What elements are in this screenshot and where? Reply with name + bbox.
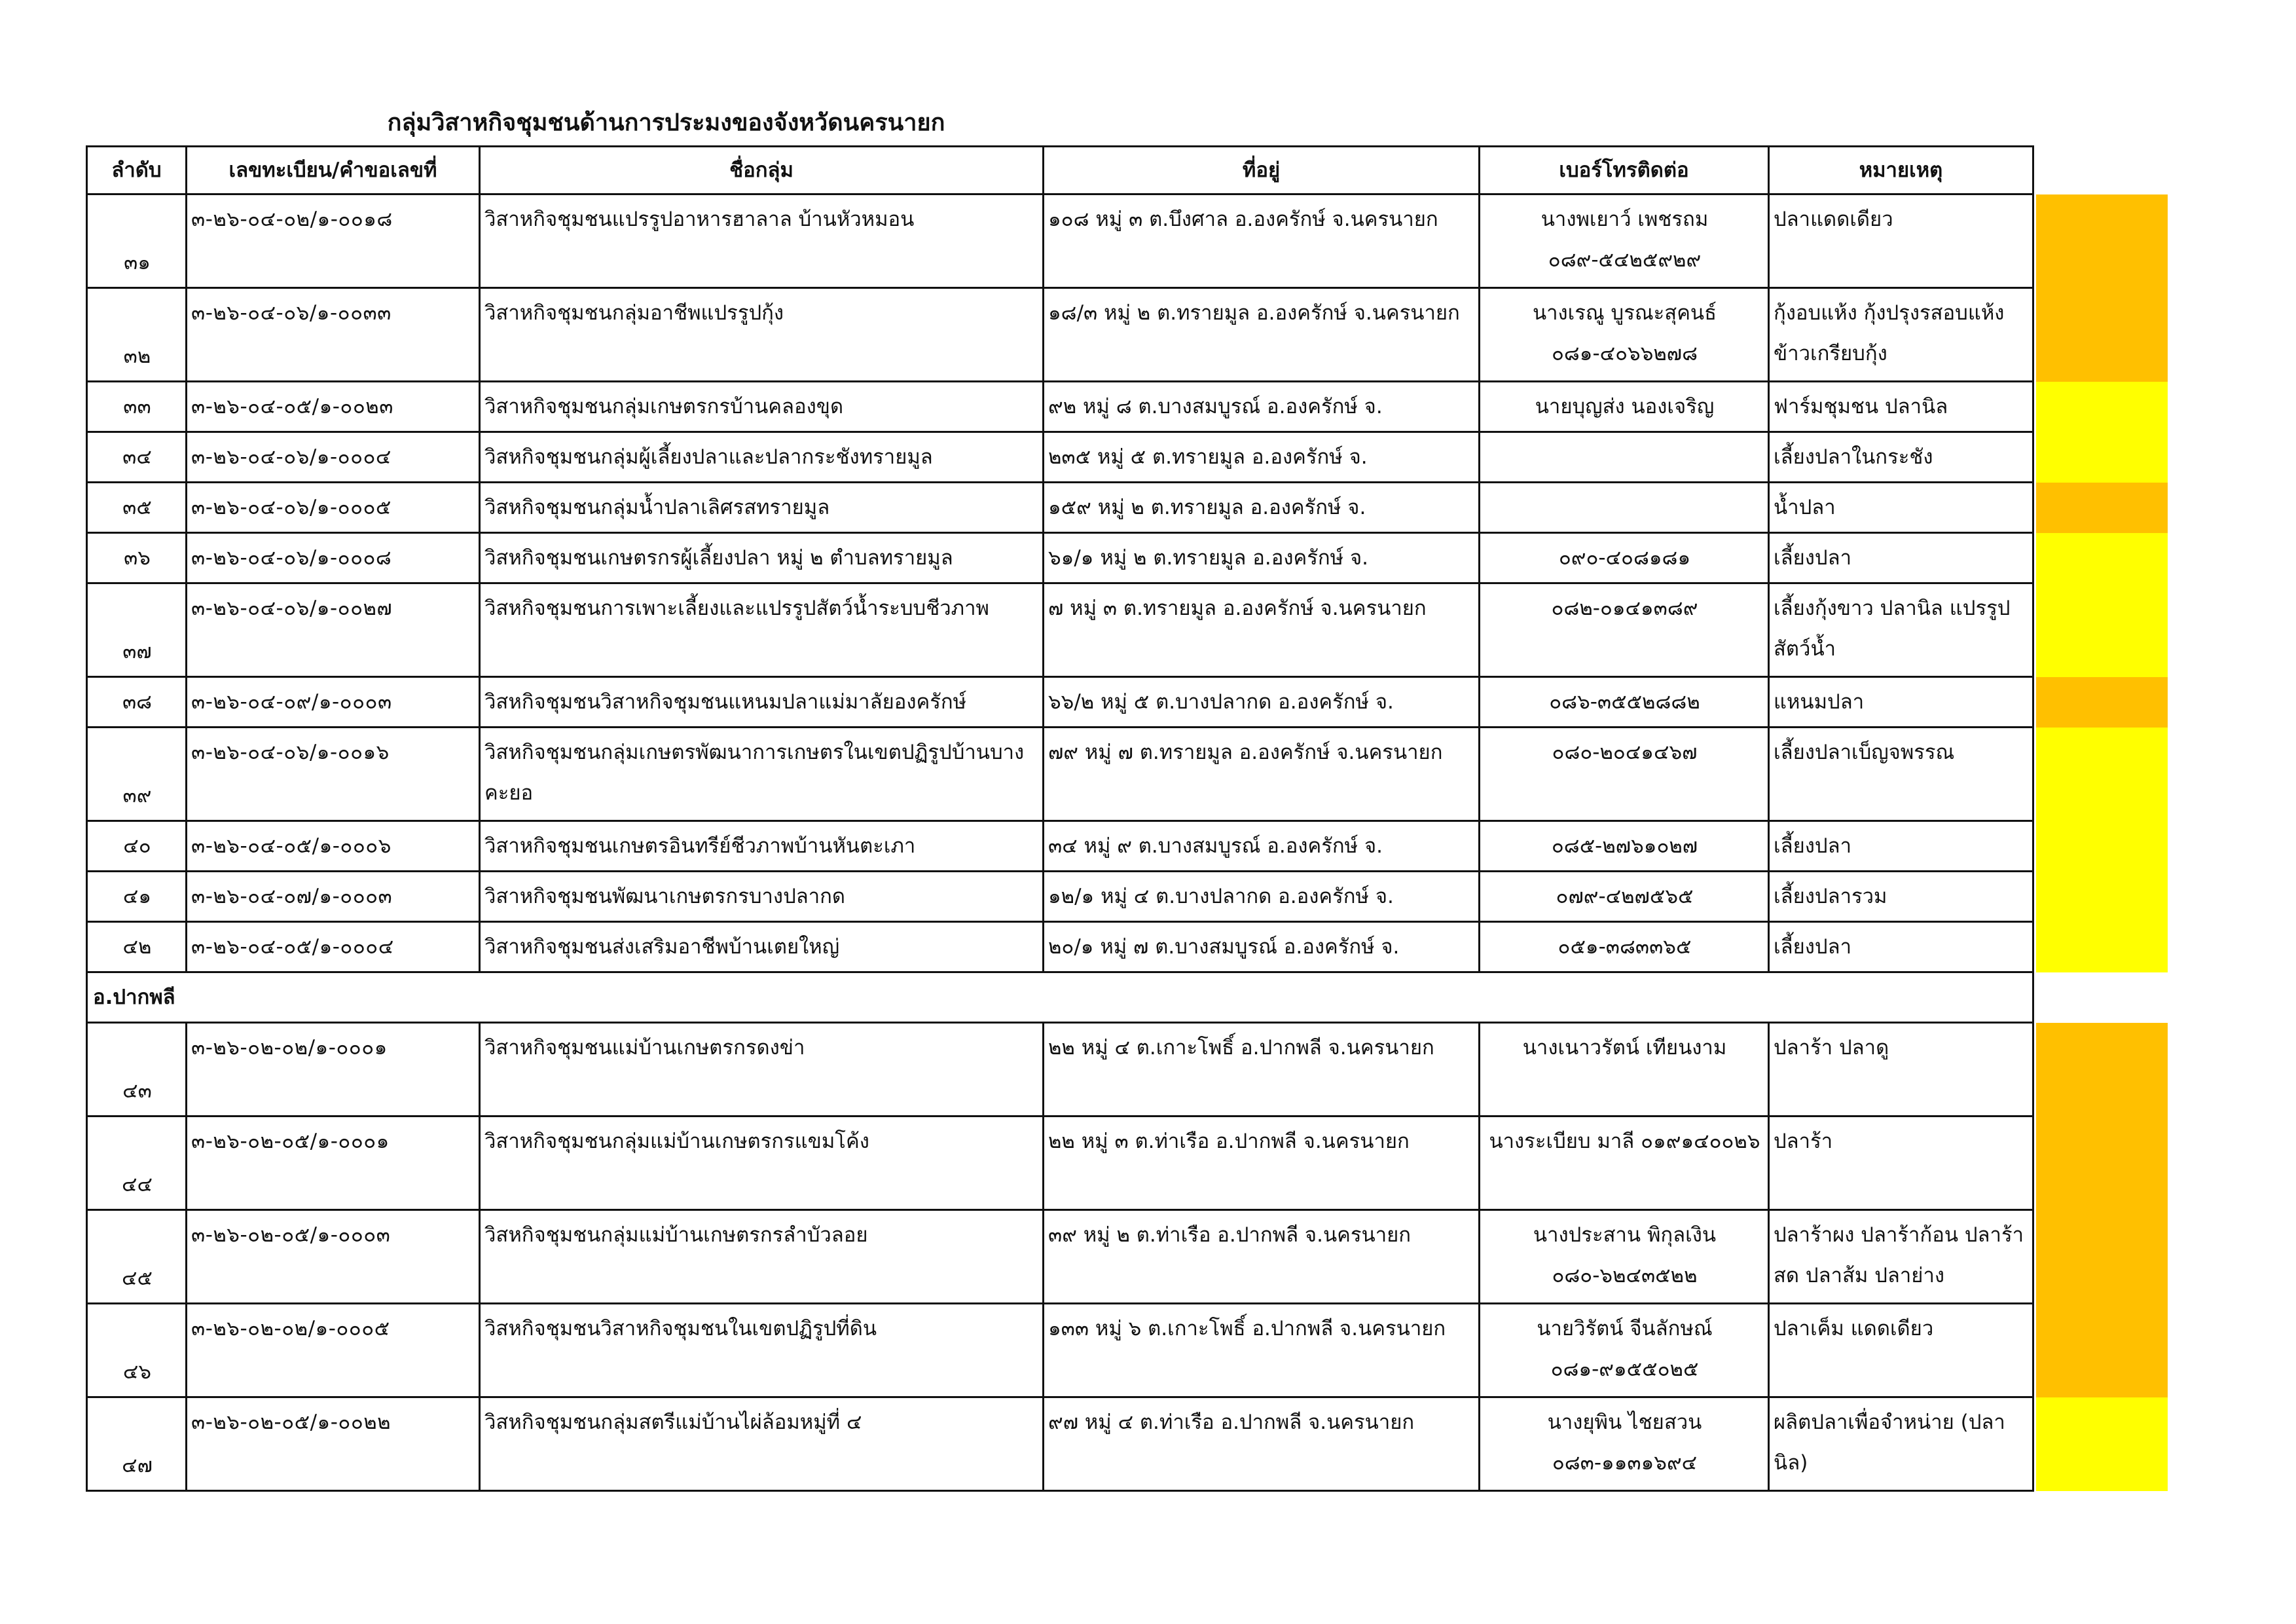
- fishery-groups-table: [86, 145, 2034, 1492]
- cell-number: ๓๖: [87, 533, 187, 583]
- cell-contact: นางเนาวรัตน์ เทียนงาม: [1480, 1023, 1769, 1116]
- cell-address: ๒๓๕ หมู่ ๕ ต.ทรายมูล อ.องครักษ์ จ.: [1044, 432, 1480, 483]
- cell-note: ผลิตปลาเพื่อจำหน่าย (ปลานิล): [1769, 1397, 2033, 1491]
- cell-registration: ๓-๒๖-๐๒-๐๒/๑-๐๐๐๕: [187, 1304, 480, 1397]
- highlight-band-orange: [2036, 1116, 2168, 1210]
- cell-address: ๒๒ หมู่ ๔ ต.เกาะโพธิ์ อ.ปากพลี จ.นครนายก: [1044, 1023, 1480, 1116]
- table-row: [87, 872, 2033, 922]
- highlight-band-yellow: [2036, 821, 2168, 872]
- cell-group-name: วิสาหกิจชุมชนแม่บ้านเกษตรกรดงข่า: [480, 1023, 1044, 1116]
- section-label: อ.ปากพลี: [87, 972, 2033, 1023]
- cell-number: ๓๕: [87, 483, 187, 533]
- cell-registration: ๓-๒๖-๐๔-๐๕/๑-๐๐๐๖: [187, 821, 480, 872]
- table-container: [86, 145, 2034, 1492]
- cell-number: ๔๐: [87, 821, 187, 872]
- cell-address: ๓๔ หมู่ ๙ ต.บางสมบูรณ์ อ.องครักษ์ จ.: [1044, 821, 1480, 872]
- table-row: [87, 483, 2033, 533]
- cell-note: น้ำปลา: [1769, 483, 2033, 533]
- section-row: [87, 972, 2033, 1023]
- cell-note: เลี้ยงปลาในกระชัง: [1769, 432, 2033, 483]
- cell-number: ๓๑: [87, 194, 187, 288]
- cell-contact: ๐๘๕-๒๗๖๑๐๒๗: [1480, 821, 1769, 872]
- cell-address: ๗๙ หมู่ ๗ ต.ทรายมูล อ.องครักษ์ จ.นครนายก: [1044, 728, 1480, 821]
- highlight-bands: [2036, 0, 2168, 1624]
- table-row: [87, 533, 2033, 583]
- cell-group-name: วิสหกิจชุมชนการเพาะเลี้ยงและแปรรูปสัตว์น้ำระบบชีวภาพ: [480, 583, 1044, 677]
- highlight-band-yellow: [2036, 533, 2168, 583]
- cell-address: ๑๕๙ หมู่ ๒ ต.ทรายมูล อ.องครักษ์ จ.: [1044, 483, 1480, 533]
- cell-note: ปลาร้า: [1769, 1116, 2033, 1210]
- table-row: [87, 1116, 2033, 1210]
- cell-contact: ๐๘๖-๓๕๕๒๘๘๒: [1480, 677, 1769, 728]
- cell-registration: ๓-๒๖-๐๔-๐๖/๑-๐๐๒๗: [187, 583, 480, 677]
- cell-contact: [1480, 432, 1769, 483]
- cell-contact: นายบุญส่ง นองเจริญ: [1480, 382, 1769, 432]
- cell-number: ๓๓: [87, 382, 187, 432]
- cell-group-name: วิสาหกิจชุมชนกลุ่มเกษตรกรบ้านคลองขุด: [480, 382, 1044, 432]
- highlight-band-orange: [2036, 1023, 2168, 1116]
- cell-address: ๑๓๓ หมู่ ๖ ต.เกาะโพธิ์ อ.ปากพลี จ.นครนายก: [1044, 1304, 1480, 1397]
- highlight-band-orange: [2036, 194, 2168, 288]
- cell-address: ๖๖/๒ หมู่ ๕ ต.บางปลากด อ.องครักษ์ จ.: [1044, 677, 1480, 728]
- cell-number: ๔๔: [87, 1116, 187, 1210]
- cell-group-name: วิสาหกิจชุมชนส่งเสริมอาชีพบ้านเตยใหญ่: [480, 922, 1044, 972]
- cell-contact: นางระเบียบ มาลี ๐๑๙๑๔๐๐๒๖: [1480, 1116, 1769, 1210]
- page-title: กลุ่มวิสาหกิจชุมชนด้านการประมงของจังหวัดนครนายก: [387, 109, 945, 136]
- cell-registration: ๓-๒๖-๐๔-๐๕/๑-๐๐๐๔: [187, 922, 480, 972]
- cell-group-name: วิสหกิจชุมชนกลุ่มผู้เลี้ยงปลาและปลากระชังทรายมูล: [480, 432, 1044, 483]
- cell-registration: ๓-๒๖-๐๔-๐๙/๑-๐๐๐๓: [187, 677, 480, 728]
- cell-address: ๑๐๘ หมู่ ๓ ต.บึงศาล อ.องครักษ์ จ.นครนายก: [1044, 194, 1480, 288]
- cell-group-name: วิสาหกิจชุมชนกลุ่มอาชีพแปรรูปกุ้ง: [480, 288, 1044, 382]
- cell-note: ฟาร์มชุมชน ปลานิล: [1769, 382, 2033, 432]
- cell-contact: ๐๙๐-๔๐๘๑๘๑: [1480, 533, 1769, 583]
- cell-registration: ๓-๒๖-๐๔-๐๖/๑-๐๐๐๔: [187, 432, 480, 483]
- cell-address: ๒๐/๑ หมู่ ๗ ต.บางสมบูรณ์ อ.องครักษ์ จ.: [1044, 922, 1480, 972]
- cell-address: ๑๒/๑ หมู่ ๔ ต.บางปลากด อ.องครักษ์ จ.: [1044, 872, 1480, 922]
- cell-contact: ๐๘๒-๐๑๔๑๓๘๙: [1480, 583, 1769, 677]
- cell-contact: นางพเยาว์ เพชรถม ๐๘๙-๕๔๒๕๙๒๙: [1480, 194, 1769, 288]
- table-row: [87, 677, 2033, 728]
- cell-address: ๒๒ หมู่ ๓ ต.ท่าเรือ อ.ปากพลี จ.นครนายก: [1044, 1116, 1480, 1210]
- table-row: [87, 1397, 2033, 1491]
- cell-registration: ๓-๒๖-๐๔-๐๕/๑-๐๐๒๓: [187, 382, 480, 432]
- cell-registration: ๓-๒๖-๐๔-๐๖/๑-๐๐๐๘: [187, 533, 480, 583]
- cell-note: ปลาแดดเดียว: [1769, 194, 2033, 288]
- highlight-band-orange: [2036, 288, 2168, 382]
- cell-registration: ๓-๒๖-๐๔-๐๖/๑-๐๐๑๖: [187, 728, 480, 821]
- cell-registration: ๓-๒๖-๐๔-๐๒/๑-๐๐๑๘: [187, 194, 480, 288]
- cell-number: ๓๒: [87, 288, 187, 382]
- cell-address: ๓๙ หมู่ ๒ ต.ท่าเรือ อ.ปากพลี จ.นครนายก: [1044, 1210, 1480, 1304]
- table-body: [87, 194, 2033, 1491]
- cell-number: ๔๗: [87, 1397, 187, 1491]
- col-header-note: หมายเหตุ: [1769, 147, 2033, 194]
- cell-note: ปลาร้า ปลาดู: [1769, 1023, 2033, 1116]
- cell-note: แหนมปลา: [1769, 677, 2033, 728]
- table-row: [87, 1210, 2033, 1304]
- cell-group-name: วิสหกิจชุมชนกลุ่มสตรีแม่บ้านไผ่ล้อมหมู่ที่ ๔: [480, 1397, 1044, 1491]
- table-header-row: [87, 147, 2033, 194]
- col-header-registration: เลขทะเบียน/คำขอเลขที่: [187, 147, 480, 194]
- cell-group-name: วิสาหกิจชุมชนแปรรูปอาหารฮาลาล บ้านหัวหมอน: [480, 194, 1044, 288]
- cell-address: ๖๑/๑ หมู่ ๒ ต.ทรายมูล อ.องครักษ์ จ.: [1044, 533, 1480, 583]
- cell-group-name: วิสาหกิจชุมชนเกษตรอินทรีย์ชีวภาพบ้านหันตะเภา: [480, 821, 1044, 872]
- highlight-band-yellow: [2036, 382, 2168, 432]
- table-row: [87, 288, 2033, 382]
- cell-note: เลี้ยงปลา: [1769, 533, 2033, 583]
- cell-note: กุ้งอบแห้ง กุ้งปรุงรสอบแห้ง ข้าวเกรียบกุ้ง: [1769, 288, 2033, 382]
- cell-note: ปลาเค็ม แดดเดียว: [1769, 1304, 2033, 1397]
- cell-address: ๑๘/๓ หมู่ ๒ ต.ทรายมูล อ.องครักษ์ จ.นครนายก: [1044, 288, 1480, 382]
- cell-address: ๗ หมู่ ๓ ต.ทรายมูล อ.องครักษ์ จ.นครนายก: [1044, 583, 1480, 677]
- cell-number: ๔๓: [87, 1023, 187, 1116]
- cell-number: ๓๗: [87, 583, 187, 677]
- cell-registration: ๓-๒๖-๐๒-๐๒/๑-๐๐๐๑: [187, 1023, 480, 1116]
- cell-group-name: วิสาหกิจชุมชนกลุ่มแม่บ้านเกษตรกรแขมโค้ง: [480, 1116, 1044, 1210]
- cell-number: ๓๘: [87, 677, 187, 728]
- cell-contact: นางประสาน พิกุลเงิน ๐๘๐-๖๒๔๓๕๒๒: [1480, 1210, 1769, 1304]
- col-header-number: ลำดับ: [87, 147, 187, 194]
- cell-contact: ๐๗๙-๔๒๗๕๖๕: [1480, 872, 1769, 922]
- highlight-band-yellow: [2036, 922, 2168, 972]
- cell-number: ๓๙: [87, 728, 187, 821]
- table-row: [87, 1304, 2033, 1397]
- table-row: [87, 821, 2033, 872]
- cell-number: ๔๒: [87, 922, 187, 972]
- cell-registration: ๓-๒๖-๐๒-๐๕/๑-๐๐๐๓: [187, 1210, 480, 1304]
- table-row: [87, 728, 2033, 821]
- cell-note: เลี้ยงปลา: [1769, 922, 2033, 972]
- cell-group-name: วิสหกิจชุมชนกลุ่มเกษตรพัฒนาการเกษตรในเขตปฏิรูปบ้านบางคะยอ: [480, 728, 1044, 821]
- highlight-band-orange: [2036, 677, 2168, 728]
- highlight-band-yellow: [2036, 432, 2168, 483]
- cell-group-name: วิสหกิจชุมชนวิสาหกิจชุมชนแหนมปลาแม่มาลัยองครักษ์: [480, 677, 1044, 728]
- cell-group-name: วิสหกิจชุมชนกลุ่มน้ำปลาเลิศรสทรายมูล: [480, 483, 1044, 533]
- cell-contact: นางยุพิน ไชยสวน ๐๘๓-๑๑๓๑๖๙๔: [1480, 1397, 1769, 1491]
- cell-note: ปลาร้าผง ปลาร้าก้อน ปลาร้าสด ปลาส้ม ปลาย่าง: [1769, 1210, 2033, 1304]
- table-row: [87, 1023, 2033, 1116]
- cell-registration: ๓-๒๖-๐๔-๐๖/๑-๐๐๓๓: [187, 288, 480, 382]
- col-header-contact: เบอร์โทรติดต่อ: [1480, 147, 1769, 194]
- cell-registration: ๓-๒๖-๐๒-๐๕/๑-๐๐๐๑: [187, 1116, 480, 1210]
- cell-registration: ๓-๒๖-๐๒-๐๕/๑-๐๐๒๒: [187, 1397, 480, 1491]
- cell-contact: นางเรณู บูรณะสุคนธ์ ๐๘๑-๔๐๖๖๒๗๘: [1480, 288, 1769, 382]
- cell-group-name: วิสหกิจชุมชนกลุ่มแม่บ้านเกษตรกรลำบัวลอย: [480, 1210, 1044, 1304]
- cell-note: เลี้ยงปลารวม: [1769, 872, 2033, 922]
- table-row: [87, 382, 2033, 432]
- highlight-band-orange: [2036, 483, 2168, 533]
- cell-number: ๔๑: [87, 872, 187, 922]
- highlight-band-orange: [2036, 1304, 2168, 1397]
- cell-address: ๙๗ หมู่ ๔ ต.ท่าเรือ อ.ปากพลี จ.นครนายก: [1044, 1397, 1480, 1491]
- col-header-group-name: ชื่อกลุ่ม: [480, 147, 1044, 194]
- cell-contact: นายวิรัตน์ จีนลักษณ์ ๐๘๑-๙๑๕๕๐๒๕: [1480, 1304, 1769, 1397]
- cell-group-name: วิสหกิจชุมชนเกษตรกรผู้เลี้ยงปลา หมู่ ๒ ตำบลทรายมูล: [480, 533, 1044, 583]
- table-row: [87, 922, 2033, 972]
- cell-registration: ๓-๒๖-๐๔-๐๗/๑-๐๐๐๓: [187, 872, 480, 922]
- highlight-band-yellow: [2036, 1397, 2168, 1491]
- cell-registration: ๓-๒๖-๐๔-๐๖/๑-๐๐๐๕: [187, 483, 480, 533]
- highlight-band-yellow: [2036, 728, 2168, 821]
- col-header-address: ที่อยู่: [1044, 147, 1480, 194]
- table-row: [87, 432, 2033, 483]
- cell-note: เลี้ยงกุ้งขาว ปลานิล แปรรูปสัตว์น้ำ: [1769, 583, 2033, 677]
- cell-number: ๔๕: [87, 1210, 187, 1304]
- cell-contact: ๐๘๐-๒๐๔๑๔๖๗: [1480, 728, 1769, 821]
- table-row: [87, 583, 2033, 677]
- cell-contact: ๐๕๑-๓๘๓๓๖๕: [1480, 922, 1769, 972]
- cell-number: ๓๔: [87, 432, 187, 483]
- cell-group-name: วิสหกิจชุมชนวิสาหกิจชุมชนในเขตปฏิรูปที่ดิน: [480, 1304, 1044, 1397]
- cell-address: ๙๒ หมู่ ๘ ต.บางสมบูรณ์ อ.องครักษ์ จ.: [1044, 382, 1480, 432]
- cell-note: เลี้ยงปลาเบ็ญจพรรณ: [1769, 728, 2033, 821]
- highlight-band-yellow: [2036, 583, 2168, 677]
- cell-group-name: วิสาหกิจชุมชนพัฒนาเกษตรกรบางปลากด: [480, 872, 1044, 922]
- cell-number: ๔๖: [87, 1304, 187, 1397]
- table-row: [87, 194, 2033, 288]
- highlight-band-orange: [2036, 1210, 2168, 1304]
- highlight-band-yellow: [2036, 872, 2168, 922]
- cell-contact: [1480, 483, 1769, 533]
- cell-note: เลี้ยงปลา: [1769, 821, 2033, 872]
